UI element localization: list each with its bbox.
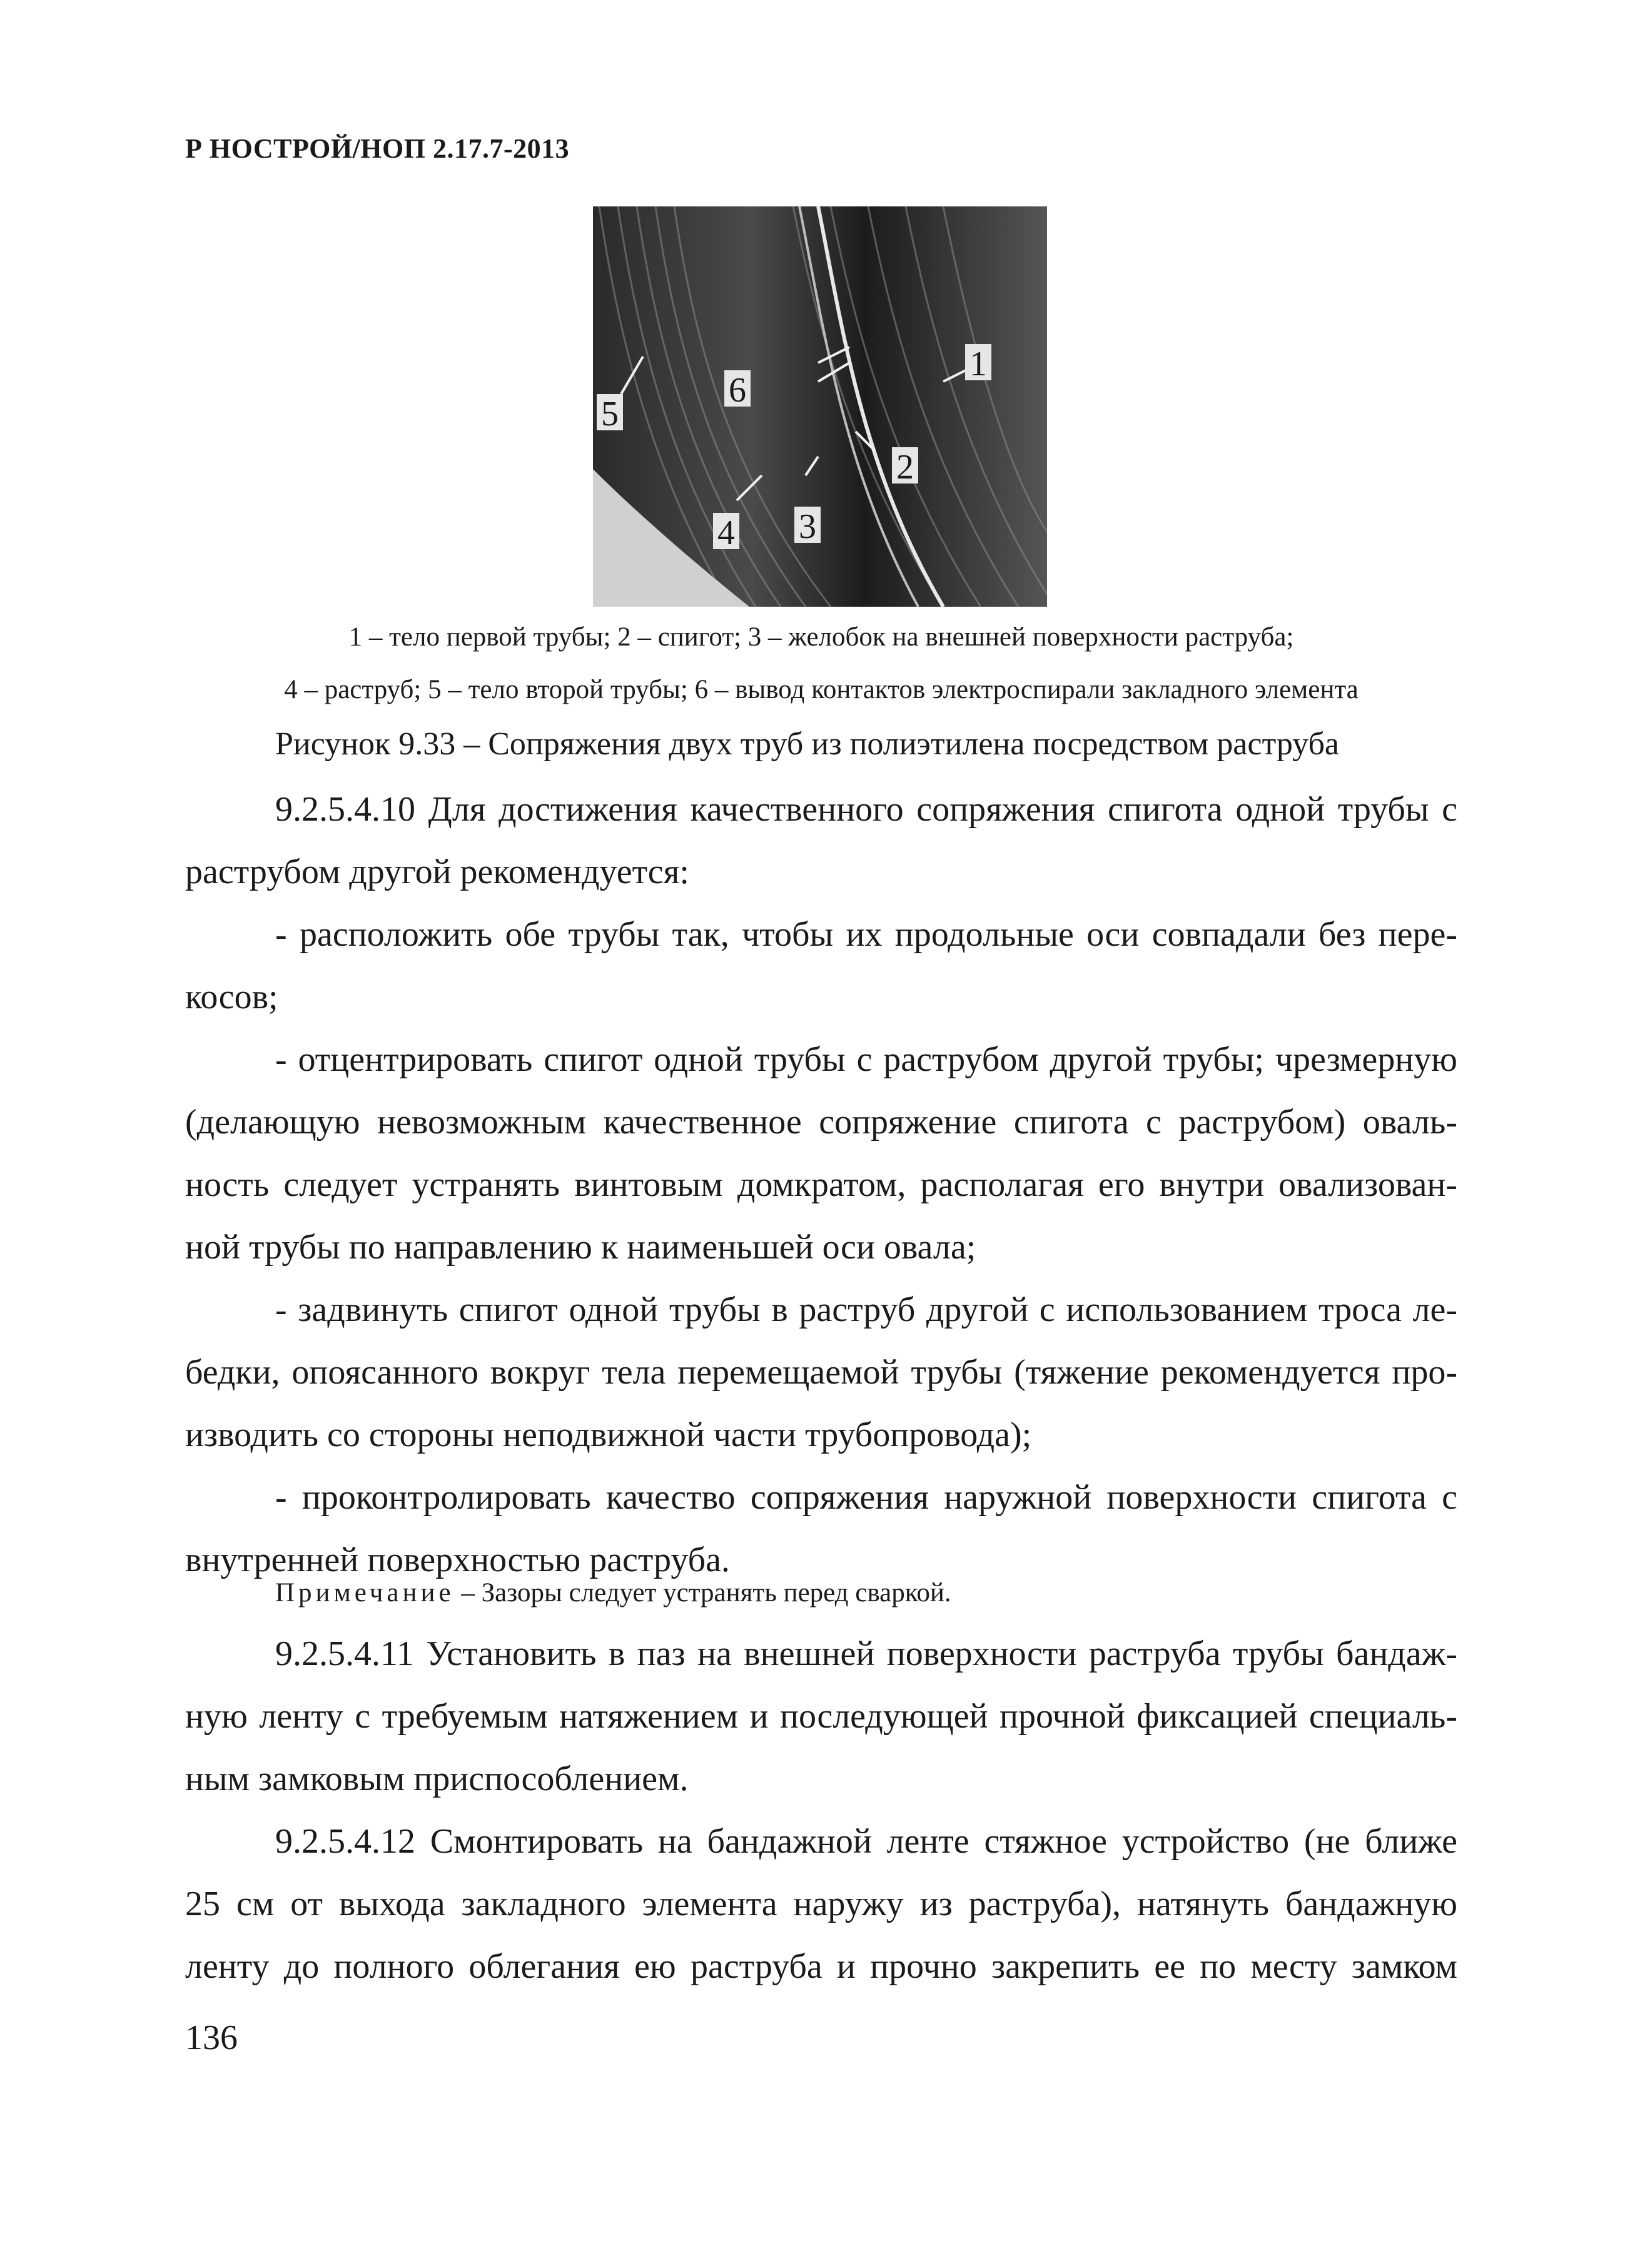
text-line: раструбом другой рекомендуется: bbox=[185, 853, 689, 891]
text-line: косов; bbox=[185, 978, 278, 1016]
note-label: Примечание bbox=[275, 1578, 455, 1607]
text-line: - отцентрировать спигот одной трубы с раструбом другой трубы; чрезмерную bbox=[275, 1040, 1457, 1079]
pipe-joint-photo bbox=[593, 206, 1047, 607]
figure-photo bbox=[593, 206, 1047, 607]
text-line: (делающую невозможным качественное сопряжение спигота с раструбом) оваль- bbox=[185, 1103, 1457, 1142]
figure-label-1: 1 bbox=[969, 345, 987, 383]
figure-label-5: 5 bbox=[601, 395, 619, 433]
text-line: ную ленту с требуемым натяжением и последующей прочной фиксацией специаль- bbox=[185, 1697, 1457, 1736]
text-line: ным замковым приспособлением. bbox=[185, 1759, 689, 1798]
text-line: 9.2.5.4.11 Установить в паз на внешней поверхности раструба трубы бандаж- bbox=[275, 1634, 1457, 1673]
text-line: - задвинуть спигот одной трубы в раструб другой с использованием троса ле- bbox=[275, 1290, 1457, 1329]
page-number: 136 bbox=[185, 2018, 238, 2057]
figure-legend-line-1: 1 – тело первой трубы; 2 – спигот; 3 – желобок на внешней поверхности раструба; bbox=[348, 622, 1294, 652]
text-line: 9.2.5.4.12 Смонтировать на бандажной ленте стяжное устройство (не ближе bbox=[275, 1822, 1457, 1861]
text-line: ленту до полного облегания ею раструба и прочно закрепить ее по месту замком bbox=[185, 1947, 1457, 1986]
text-line: ность следует устранять винтовым домкратом, располагая его внутри овализован- bbox=[185, 1165, 1457, 1204]
figure-label-3: 3 bbox=[799, 507, 816, 546]
figure-legend-line-2: 4 – раструб; 5 – тело второй трубы; 6 – вывод контактов электроспирали закладного элемента bbox=[284, 675, 1359, 704]
text-line: ной трубы по направлению к наименьшей оси овала; bbox=[185, 1228, 976, 1267]
text-line: бедки, опоясанного вокруг тела перемещаемой трубы (тяжение рекомендуется про- bbox=[185, 1353, 1457, 1392]
text-line: - расположить обе трубы так, чтобы их продольные оси совпадали без пере- bbox=[275, 915, 1457, 954]
figure-label-4: 4 bbox=[717, 514, 735, 552]
note-text: – Зазоры следует устранять перед сваркой. bbox=[454, 1578, 951, 1607]
text-line: - проконтролировать качество сопряжения наружной поверхности спигота с bbox=[275, 1478, 1457, 1517]
text-line: 9.2.5.4.10 Для достижения качественного сопряжения спигота одной трубы с bbox=[275, 790, 1457, 829]
figure-title: Рисунок 9.33 – Сопряжения двух труб из полиэтилена посредством раструба bbox=[275, 726, 1339, 762]
document-code: Р НОСТРОЙ/НОП 2.17.7-2013 bbox=[185, 133, 570, 164]
note bbox=[275, 1577, 951, 1608]
figure-label-2: 2 bbox=[896, 448, 914, 487]
text-line: внутренней поверхностью раструба. bbox=[185, 1541, 730, 1579]
text-line: изводить со стороны неподвижной части трубопровода); bbox=[185, 1415, 1032, 1454]
text-line: 25 см от выхода закладного элемента наружу из раструба), натянуть бандажную bbox=[185, 1885, 1457, 1923]
figure-label-6: 6 bbox=[729, 371, 746, 410]
